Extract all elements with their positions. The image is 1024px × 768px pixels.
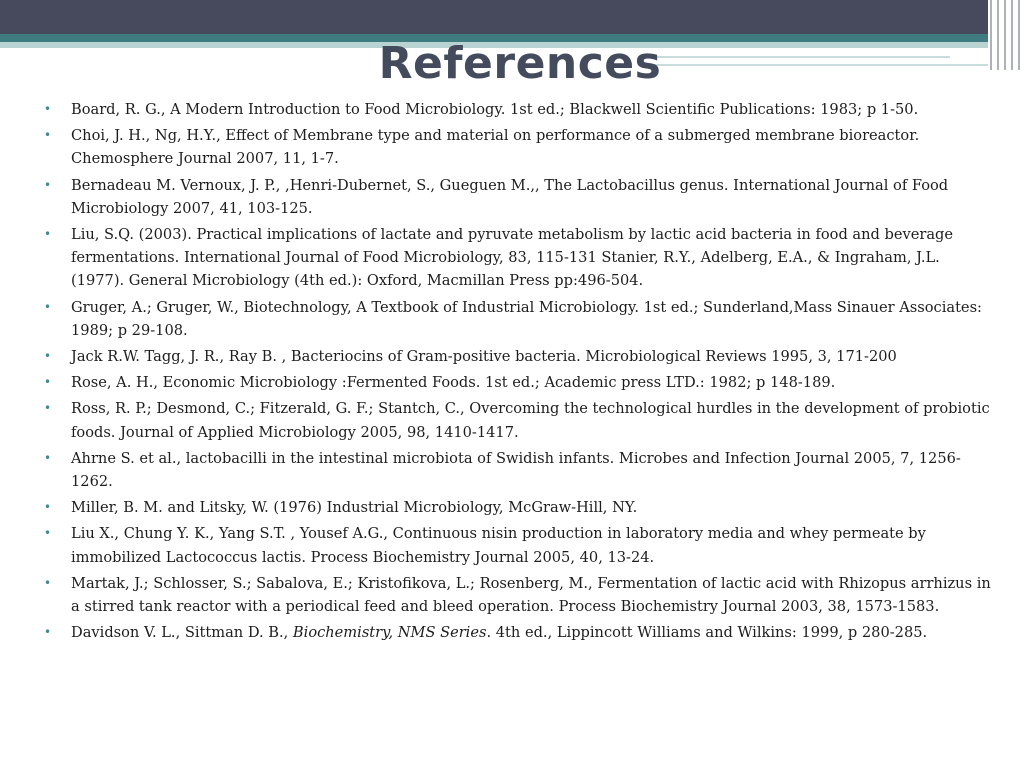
reference-item (44, 447, 994, 493)
reference-item (44, 621, 994, 644)
reference-text: Board, R. G., A Modern Introduction to Food Microbiology. 1st ed.; Blackwell Scientific Publications: 1983; p 1-50. (71, 101, 919, 118)
reference-text-tail: . 4th ed., Lippincott Williams and Wilkins: 1999, p 280-285. (486, 624, 928, 642)
slide-title: References (378, 38, 662, 89)
reference-text: Jack R.W. Tagg, J. R., Ray B. , Bacteriocins of Gram-positive bacteria. Microbiological Reviews 1995, 3, 171-200 (71, 348, 897, 366)
reference-item (44, 296, 994, 342)
reference-text: Choi, J. H., Ng, H.Y., Effect of Membrane type and material on performance of a submerged membrane bioreactor. Chemosphere Journal 2007, 11, 1-7. (71, 127, 920, 168)
reference-item (44, 174, 994, 220)
reference-item (44, 397, 994, 443)
bullet-icon: • (44, 575, 52, 590)
bullet-icon: • (44, 177, 52, 192)
reference-item (44, 371, 994, 394)
reference-item (44, 572, 994, 618)
reference-item (44, 345, 994, 368)
reference-text: Gruger, A.; Gruger, W., Biotechnology, A Textbook of Industrial Microbiology. 1st ed.; Sunderland,Mass Sinauer Associates: 1989; p 29-108. (71, 298, 982, 339)
reference-list (44, 98, 994, 647)
reference-italic-title: Biochemistry, NMS Series (292, 624, 487, 642)
reference-item (44, 496, 994, 519)
reference-text: Miller, B. M. and Litsky, W. (1976) Industrial Microbiology, McGraw-Hill, NY. (71, 499, 638, 517)
reference-text: Martak, J.; Schlosser, S.; Sabalova, E.; Kristofikova, L.; Rosenberg, M., Fermentation of lactic acid with Rhizopus arrhizus in a stirred tank reactor with a periodical feed and bleed operation. Process Biochemistry Journal 2003, 38, 1573-1583. (71, 574, 991, 616)
reference-text: Liu, S.Q. (2003). Practical implications of lactate and pyruvate metabolism by lactic acid bacteria in food and beverage fermentations. International Journal of Food Microbiology, 83, 115-131 Stanier, R.Y., Adelberg, E.A., & Ingraham, J.L. (1977). General Microbiology (4th ed.): Oxford, Macmillan Press pp:496-504. (71, 226, 954, 290)
reference-text: Bernadeau M. Vernoux, J. P., ,Henri-Dubernet, S., Gueguen M.,, The Lactobacillus genus. International Journal of Food Microbiology 2007, 41, 103-125. (71, 176, 949, 217)
bullet-icon: • (44, 349, 52, 364)
bullet-icon: • (44, 375, 52, 390)
bullet-icon: • (44, 299, 52, 314)
slide-header-bar (0, 0, 1024, 34)
bullet-icon: • (44, 227, 52, 242)
bullet-icon: • (44, 128, 52, 143)
reference-item (44, 98, 994, 121)
bullet-icon: • (44, 401, 52, 416)
reference-text: Ahrne S. et al., lactobacilli in the intestinal microbiota of Swidish infants. Microbes and Infection Journal 2005, 7, 1256-1262. (71, 449, 961, 491)
bullet-icon: • (44, 102, 52, 116)
reference-text: Ross, R. P.; Desmond, C.; Fitzerald, G. F.; Stantch, C., Overcoming the technological hurdles in the development of probiotic foods. Journal of Applied Microbiology 2005, 98, 1410-1417. (71, 400, 990, 441)
reference-text: Rose, A. H., Economic Microbiology :Fermented Foods. 1st ed.; Academic press LTD.: 1982; p 148-189. (71, 374, 836, 392)
reference-text: Liu X., Chung Y. K., Yang S.T. , Yousef A.G., Continuous nisin production in laboratory media and whey permeate by immobilized Lactococcus lactis. Process Biochemistry Journal 2005, 40, 13-24. (71, 525, 926, 566)
bullet-icon: • (44, 500, 52, 515)
reference-item (44, 522, 994, 568)
reference-text: Davidson V. L., Sittman D. B., (71, 624, 293, 642)
bullet-icon: • (44, 526, 52, 541)
bullet-icon: • (44, 450, 52, 465)
bullet-icon: • (44, 625, 52, 640)
reference-item (44, 124, 994, 170)
reference-item (44, 223, 994, 293)
